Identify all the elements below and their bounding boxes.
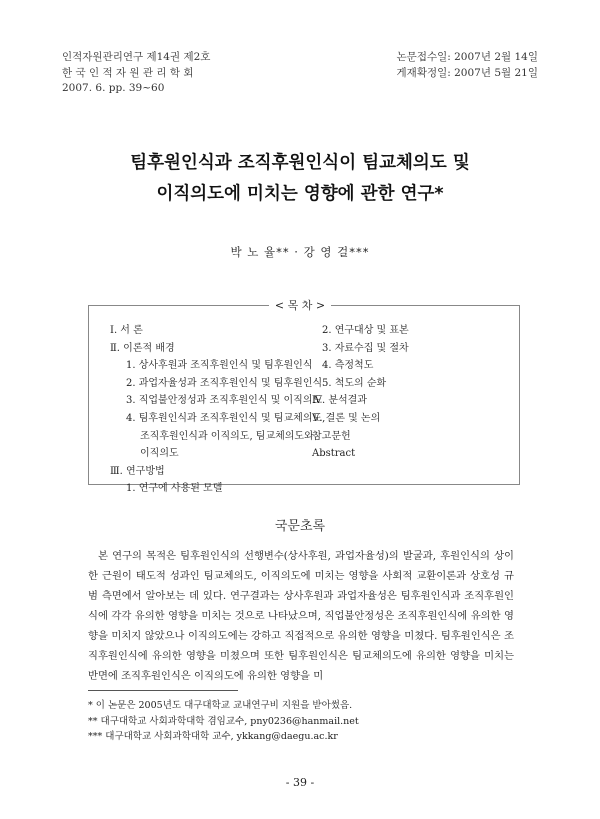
submission-date: 논문접수일: 2007년 2월 14일 bbox=[396, 51, 538, 63]
abstract-title: 국문초록 bbox=[274, 519, 326, 534]
footnote-author-1: ** 대구대학교 사회과학대학 겸임교수, pny0236@hanmail.net bbox=[88, 715, 359, 727]
paper-title bbox=[0, 148, 600, 210]
footnotes bbox=[88, 698, 359, 745]
toc-item: Abstract bbox=[312, 448, 356, 460]
toc-heading-text: < 목 차 > bbox=[269, 299, 331, 312]
toc-item: 2. 과업자율성과 조직후원인식 및 팀후원인식 bbox=[126, 377, 323, 389]
society-name: 한 국 인 적 자 원 관 리 학 회 bbox=[62, 66, 194, 79]
toc-heading bbox=[0, 297, 600, 313]
authors: 박 노 율** · 강 영 걸*** bbox=[230, 245, 370, 259]
toc-item: Ⅴ. 결론 및 논의 bbox=[312, 412, 381, 424]
toc-item: 참고문헌 bbox=[312, 430, 351, 442]
toc-item: 4. 팀후원인식과 조직후원인식 및 팀교체의도, bbox=[126, 412, 326, 424]
toc-item: 1. 연구에 사용된 모델 bbox=[126, 483, 223, 495]
toc-item: 3. 직업불안정성과 조직후원인식 및 이직의도 bbox=[126, 395, 323, 407]
journal-info bbox=[62, 50, 210, 97]
publication-date-pages: 2007. 6. pp. 39~60 bbox=[62, 82, 165, 94]
abstract-body: 본 연구의 목적은 팀후원인식의 선행변수(상사후원, 과업자율성)의 발굴과, 후원인식의 상이한 근원이 태도적 성과인 팀교체의도, 이직의도에 미치는 영향을 사회적 교환이론과 상호성 규범 측면에서 알아보는 데 있다. 연구결과는 상사후원과 과업자율성은 팀후원인식과 조직후원인식에 각각 유의한 영향을 미치는 것으로 나타났으며, 직업불안정성은 조직후원인식에 유의한 영향을 미치지 않았으나 이직의도에는 강하고 직접적으로 유의한 영향을 미쳤다. 팀후원인식은 조직후원인식에 유의한 영향을 미쳤으며 또한 팀후원인식은 팀교체의도에 유의한 영향을 미치는 반면에 조직후원인식은 이직의도에 유의한 영향을 미 bbox=[88, 550, 514, 682]
toc-item: Ⅲ. 연구방법 bbox=[110, 465, 165, 477]
footnote-divider bbox=[88, 690, 238, 691]
submission-info bbox=[397, 50, 538, 81]
journal-name: 인적자원관리연구 제14권 제2호 bbox=[62, 51, 211, 63]
footnote-funding: * 이 논문은 2005년도 대구대학교 교내연구비 지원을 받아썼음. bbox=[88, 700, 353, 711]
toc-item: 3. 자료수집 및 절차 bbox=[322, 342, 409, 354]
toc-item: 조직후원인식과 이직의도, 팀교체의도와 bbox=[140, 430, 314, 442]
toc-item: 5. 척도의 순화 bbox=[322, 377, 387, 389]
title-line-1: 팀후원인식과 조직후원인식이 팀교체의도 및 bbox=[130, 153, 470, 173]
toc-item: 이직의도 bbox=[140, 448, 179, 460]
toc-item: Ⅰ. 서 론 bbox=[110, 325, 143, 336]
toc-item: 2. 연구대상 및 표본 bbox=[322, 325, 409, 336]
toc-item: 4. 측정척도 bbox=[322, 360, 374, 372]
page-number: - 39 - bbox=[285, 776, 315, 789]
title-line-2: 이직의도에 미치는 영향에 관한 연구* bbox=[156, 184, 444, 204]
toc-item: Ⅱ. 이론적 배경 bbox=[110, 342, 175, 354]
toc-item: 1. 상사후원과 조직후원인식 및 팀후원인식 bbox=[126, 360, 313, 372]
toc-item: Ⅳ. 분석결과 bbox=[312, 395, 367, 407]
toc-right-column bbox=[312, 322, 409, 463]
footnote-author-2: *** 대구대학교 사회과학대학 교수, ykkang@daegu.ac.kr bbox=[88, 731, 338, 742]
toc-left-column bbox=[100, 322, 325, 498]
acceptance-date: 게재확정일: 2007년 5월 21일 bbox=[396, 66, 538, 79]
